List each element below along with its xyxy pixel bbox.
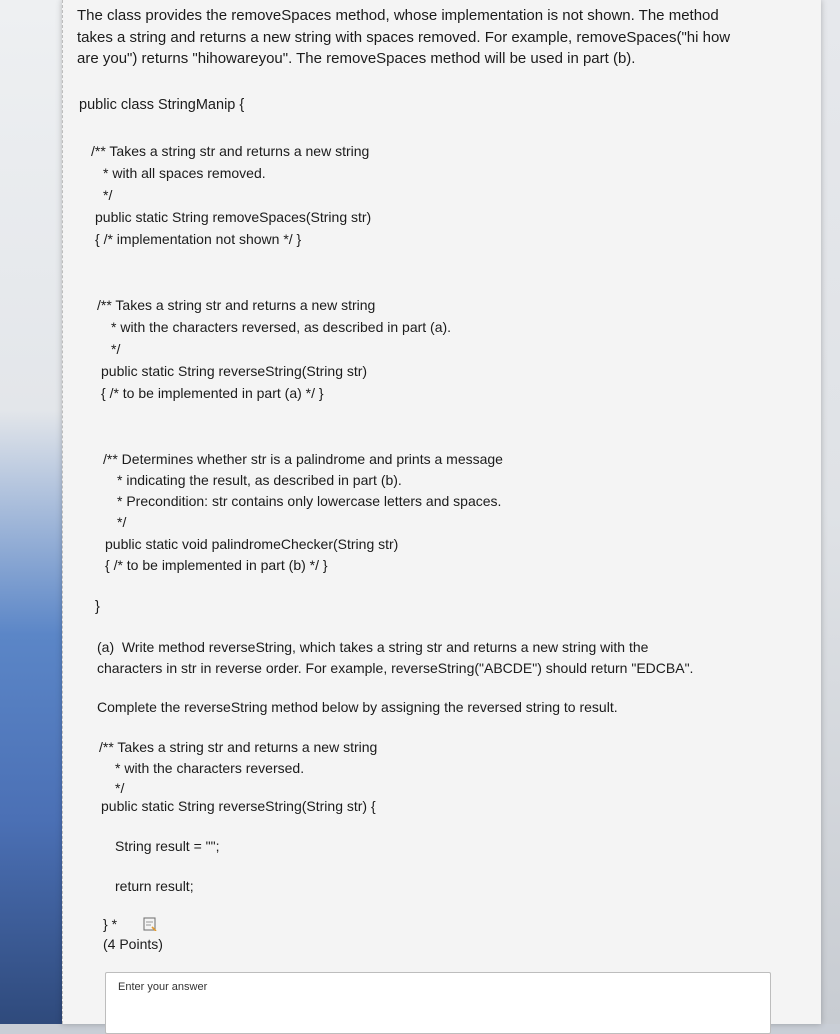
part-a-signature: public static String reverseString(String str) { [101,798,376,814]
background-left [0,0,66,1024]
palindrome-signature: public static void palindromeChecker(String str) [105,536,399,552]
remove-comment-1: /** Takes a string str and returns a new string [91,143,370,159]
document-icon[interactable] [143,917,157,931]
reverse-comment-3: */ [111,341,121,357]
part-a-instruction: Complete the reverseString method below by assigning the reversed string to result. [97,699,618,715]
remove-signature: public static String removeSpaces(String str) [95,209,372,225]
reverse-comment-2: * with the characters reversed, as described in part (a). [111,319,452,335]
class-close-brace: } [95,599,100,615]
part-a-desc-2: characters in str in reverse order. For example, reverseString("ABCDE") should return "EDCBA". [97,660,694,676]
answer-input[interactable] [105,972,771,1034]
part-a-comment-3: */ [115,780,125,796]
intro-line-1: The class provides the removeSpaces method, whose implementation is not shown. The method [77,7,719,24]
reverse-body: { /* to be implemented in part (a) */ } [101,385,324,401]
palindrome-comment-2: * indicating the result, as described in part (b). [117,472,402,488]
remove-comment-2: * with all spaces removed. [103,165,266,181]
remove-comment-3: */ [103,187,113,203]
return-statement: return result; [115,878,194,894]
part-a-comment-1: /** Takes a string str and returns a new string [99,739,378,755]
question-sheet [62,0,821,1024]
part-a-comment-2: * with the characters reversed. [115,760,305,776]
palindrome-comment-1: /** Determines whether str is a palindrome and prints a message [103,451,503,467]
class-declaration: public class StringManip { [79,97,245,113]
intro-line-2: takes a string and returns a new string with spaces removed. For example, removeSpaces("hi how [77,29,731,46]
reverse-comment-1: /** Takes a string str and returns a new string [97,297,376,313]
method-close-required: } * [103,916,118,932]
reverse-signature: public static String reverseString(String str) [101,363,368,379]
remove-body: { /* implementation not shown */ } [95,231,302,247]
answer-placeholder: Enter your answer [118,981,208,993]
palindrome-comment-3: * Precondition: str contains only lowercase letters and spaces. [117,493,502,509]
intro-line-3: are you") returns "hihowareyou". The removeSpaces method will be used in part (b). [77,50,636,67]
result-declaration: String result = ""; [115,838,220,854]
palindrome-body: { /* to be implemented in part (b) */ } [105,557,328,573]
palindrome-comment-4: */ [117,514,127,530]
part-a-desc-1: (a) Write method reverseString, which takes a string str and returns a new string with the [97,639,649,655]
points-label: (4 Points) [103,936,163,952]
